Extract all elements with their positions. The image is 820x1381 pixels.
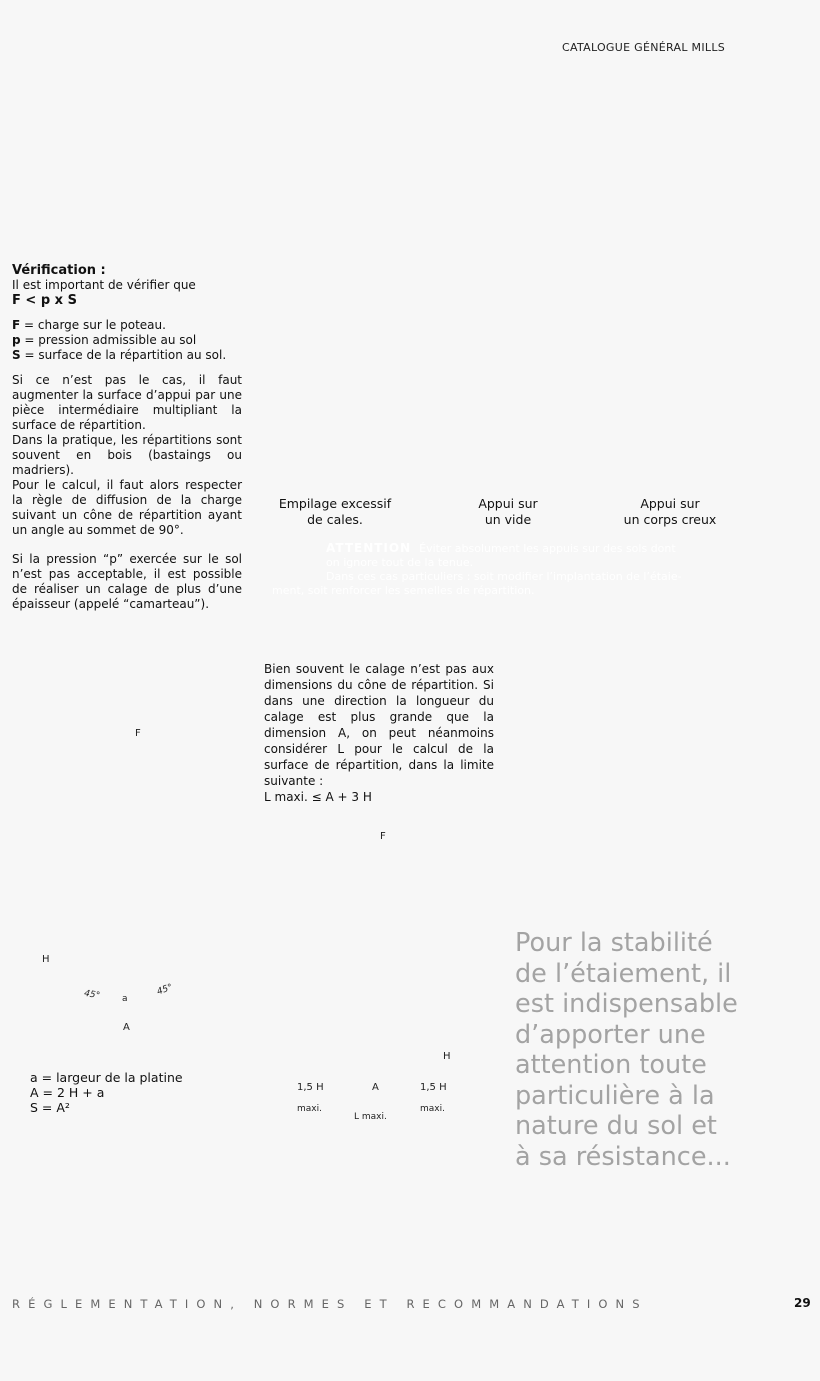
calage-paragraph: Bien souvent le calage n’est pas aux dimensions du cône de répartition. Si dans une direction la longueur du calage est plus grande que la dimension A, on peut néanmoins considérer L pour le calcul de la surface de répartition, dans la limite suivante : [264, 662, 494, 788]
diagram-left-A-label: A [123, 1022, 130, 1033]
paragraph-calculation: Pour le calcul, il faut alors respecter la règle de diffusion de la charge suivant un cône de répartition ayant un angle au sommet de 90°. [12, 478, 242, 537]
diagram-right-force-label: F [380, 831, 386, 842]
diagram-right-lmax-label: L maxi. [354, 1112, 387, 1122]
paragraph-practice: Dans la pratique, les répartitions sont souvent en bois (bastaings ou madriers). [12, 433, 242, 477]
diagram-left-angle-right: 45° [155, 982, 175, 998]
diagram-right-height-label: H [443, 1051, 451, 1062]
diagram-right-left-dim: 1,5 H [297, 1082, 324, 1093]
diagram-left-height-label: H [42, 954, 50, 965]
definition-p: p = pression admissible au sol [12, 333, 197, 347]
stability-pull-quote: Pour la stabilité de l’étaiement, il est indispensable d’apporter une attention toute particulière à la nature du sol et à sa résistance... [515, 928, 738, 1172]
verification-formula: F < p x S [12, 293, 77, 308]
caption-void-support: Appui sur un vide [478, 496, 538, 527]
definitions-list [12, 318, 242, 363]
verification-section [12, 263, 242, 612]
attention-title: ATTENTION [326, 541, 412, 555]
catalogue-header: CATALOGUE GÉNÉRAL MILLS [562, 41, 726, 54]
diagram-right-right-max: maxi. [420, 1104, 445, 1114]
caption-excess-stacking: Empilage excessif de cales. [278, 496, 392, 527]
definition-S: S = surface de la répartition au sol. [12, 348, 227, 362]
verification-title: Vérification : [12, 263, 106, 278]
calage-explanation [264, 661, 494, 805]
definition-F: F = charge sur le poteau. [12, 318, 166, 332]
diagram-right-left-max: maxi. [297, 1104, 322, 1114]
diagram-right-right-dim: 1,5 H [420, 1082, 447, 1093]
formula-legend: a = largeur de la platine A = 2 H + a S = A² [30, 1070, 183, 1115]
diagram-left-force-label: F [135, 728, 141, 739]
verification-intro: Il est important de vérifier que [12, 278, 196, 292]
section-footer: RÉGLEMENTATION, NORMES ET RECOMMANDATIONS [12, 1297, 648, 1311]
attention-notice: ATTENTION Éviter absolument les appuis sur des sols dont on ignore tout de la tenue. Dans ces cas particuliers : soit modifier l’implantation de l’étaie- ment, soit renforcer les semelles de répartition. [272, 541, 682, 597]
caption-hollow-support: Appui sur un corps creux [623, 496, 717, 527]
diagram-left-a-label: a [122, 994, 128, 1004]
diagram-left-angle-left: 45° [83, 988, 101, 1002]
paragraph-surface: Si ce n’est pas le cas, il faut augmenter la surface d’appui par une pièce intermédiaire multipliant la surface de répartition. [12, 373, 242, 432]
calage-limit: L maxi. ≤ A + 3 H [264, 790, 372, 804]
diagram-right-A-label: A [372, 1082, 379, 1093]
paragraph-pressure: Si la pression “p” exercée sur le sol n’est pas acceptable, il est possible de réaliser un calage de plus d’une épaisseur (appelé “camarteau”). [12, 552, 242, 611]
page-number: 29 [794, 1296, 811, 1310]
